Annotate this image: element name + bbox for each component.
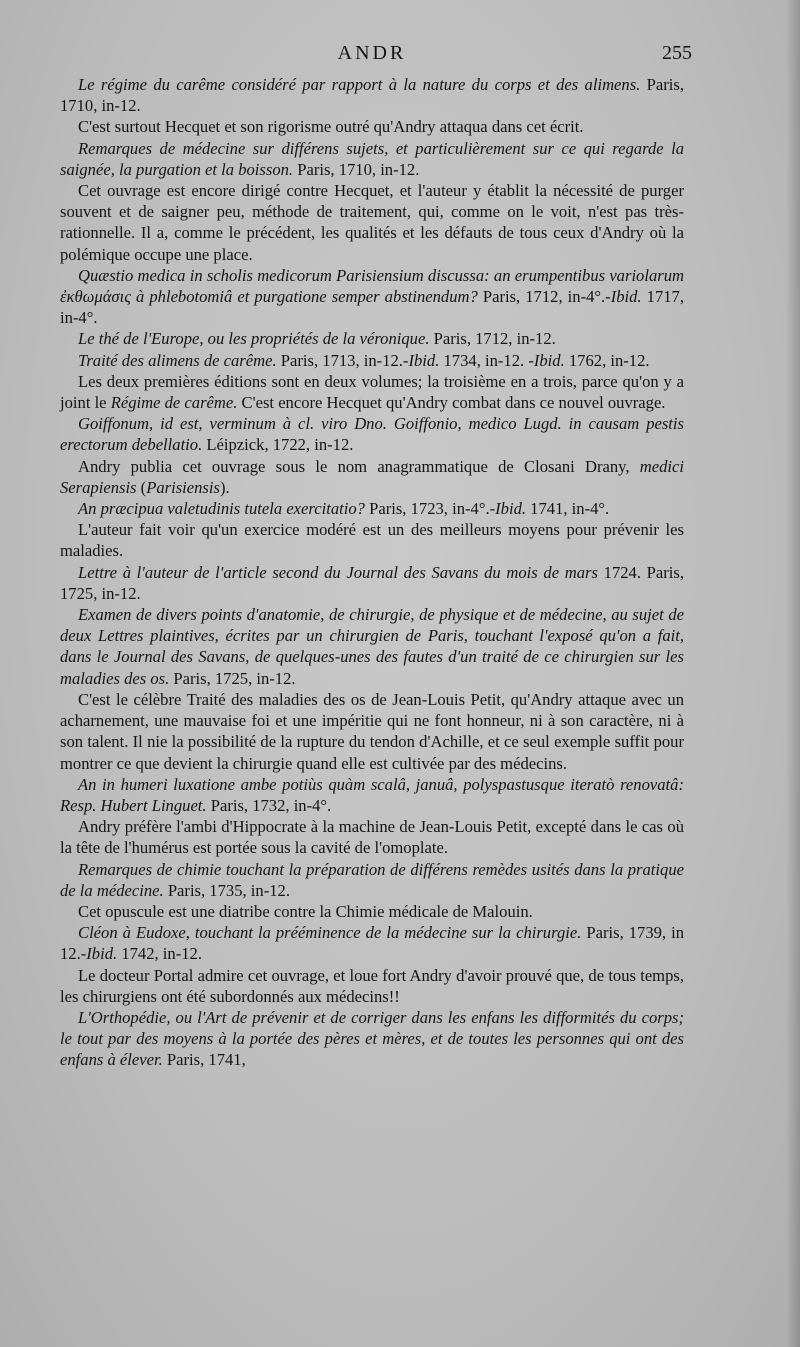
- paragraph: [60, 774, 684, 816]
- roman-text: (: [136, 477, 147, 497]
- italic-text: L'Orthopédie, ou l'Art de prévenir et de corriger dans les enfans les difformités du corps; le tout par des moyens à la portée des pères et mères, et de toutes les personnes qui ont des enfans à élever.: [60, 1007, 684, 1070]
- italic-text: Ibid.: [610, 287, 642, 307]
- roman-text: 1762, in-12.: [564, 350, 650, 370]
- italic-text: Cléon à Eudoxe, touchant la prééminence de la médecine sur la chirurgie.: [78, 923, 582, 943]
- roman-text: Cet opuscule est une diatribe contre la Chimie médicale de Malouin.: [78, 901, 533, 921]
- italic-text: An in humeri luxatione ambe potiùs quàm scalâ, januâ, polyspastusque iteratò renovatâ: Resp. Hubert Linguet.: [60, 774, 684, 815]
- roman-text: C'est le célèbre Traité des maladies des os de Jean-Louis Petit, qu'Andry attaque avec un acharnement, une mauvaise foi et une impéritie qui ne font honneur, ni à son caractère, ni à son talent. Il nie la possibilité de la rupture du tendon d'Achille, et ce seul exemple suffit pour montrer ce que devient la chirurgie quand elle est cultivée par des médecins.: [60, 689, 684, 773]
- roman-text: 1717, in-4°.: [60, 287, 684, 328]
- italic-text: Le régime du carême considéré par rapport à la nature du corps et des alimens.: [78, 75, 641, 94]
- paragraph: [60, 519, 684, 561]
- roman-text: Andry préfère l'ambi d'Hippocrate à la machine de Jean-Louis Petit, excepté dans le cas où la tête de l'humérus est portée sous la cavité de l'omoplate.: [60, 817, 684, 858]
- paragraph: [60, 901, 684, 922]
- paragraph: [60, 180, 684, 265]
- italic-text: Traité des alimens de carême.: [78, 350, 277, 370]
- roman-text: Paris, 1735, in-12.: [163, 880, 290, 900]
- italic-text: Examen de divers points d'anatomie, de chirurgie, de physique et de médecine, au sujet de deux Lettres plaintives, écrites par un chirurgien de Paris, touchant l'exposé qu'on a fait, dans le Journal des Savans, de quelques-unes des fautes d'un traité de ce chirurgien sur les maladies des os.: [60, 605, 684, 688]
- italic-text: Quæstio medica in scholis medicorum Parisiensium discussa: an erumpentibus variolarum ἐκθωμάσις à phlebotomiâ et purgatione semper abstinendum?: [60, 265, 684, 307]
- italic-text: Le thé de l'Europe, ou les propriétés de la véronique.: [78, 329, 430, 349]
- roman-text: Andry publia cet ouvrage sous le nom anagrammatique de Closani Drany,: [78, 456, 640, 476]
- roman-text: Paris, 1710, in-12.: [60, 75, 684, 116]
- italic-text: medici Serapiensis: [60, 456, 684, 497]
- paragraph: [60, 456, 684, 498]
- roman-text: Paris, 1723, in-4°.-: [364, 499, 496, 519]
- paragraph: [60, 604, 684, 689]
- body-text: [60, 74, 684, 1071]
- roman-text: Léipzick, 1722, in-12.: [202, 435, 354, 455]
- paragraph: [60, 74, 684, 116]
- paragraph: [60, 371, 684, 413]
- roman-text: C'est encore Hecquet qu'Andry combat dans ce nouvel ouvrage.: [237, 393, 666, 413]
- roman-text: 1724. Paris, 1725, in-12.: [60, 562, 684, 603]
- paragraph: [60, 859, 684, 901]
- roman-text: Paris, 1725, in-12.: [169, 668, 296, 688]
- paragraph: [60, 498, 684, 519]
- roman-text: Les deux premières éditions sont en deux volumes; la troisième en a trois, parce qu'on y a joint le: [60, 371, 684, 413]
- roman-text: Paris, 1712, in-12.: [429, 329, 556, 349]
- running-title: ANDR: [337, 42, 407, 64]
- page-edge-shadow: [786, 0, 800, 1347]
- paragraph: [60, 413, 684, 455]
- roman-text: Paris, 1732, in-4°.: [206, 795, 332, 815]
- roman-text: Paris, 1710, in-12.: [293, 159, 420, 179]
- roman-text: Le docteur Portal admire cet ouvrage, et loue fort Andry d'avoir prouvé que, de tous temps, les chirurgiens ont été subordonnés aux médecins!!: [60, 965, 684, 1006]
- paragraph: [60, 562, 684, 604]
- roman-text: 1741, in-4°.: [526, 499, 610, 519]
- paragraph: [60, 350, 684, 371]
- paragraph: [60, 1007, 684, 1071]
- roman-text: Paris, 1739, in 12.-: [60, 923, 684, 964]
- roman-text: Paris, 1712, in-4°.-: [477, 287, 611, 307]
- roman-text: ).: [219, 477, 230, 497]
- paragraph: [60, 965, 684, 1007]
- roman-text: 1742, in-12.: [117, 944, 202, 964]
- italic-text: Remarques de médecine sur différens sujets, et particulièrement sur ce qui regarde la saignée, la purgation et la boisson.: [60, 138, 684, 179]
- italic-text: Ibid.: [408, 350, 440, 370]
- paragraph: [60, 689, 684, 774]
- roman-text: L'auteur fait voir qu'un exercice modéré est un des meilleurs moyens pour prévenir les maladies.: [60, 520, 684, 561]
- italic-text: Ibid.: [86, 944, 118, 964]
- paragraph: [60, 116, 684, 137]
- paragraph: [60, 922, 684, 964]
- italic-text: Ibid.: [533, 350, 565, 370]
- italic-text: Parisiensis: [146, 477, 220, 497]
- paragraph: [60, 265, 684, 329]
- roman-text: 1734, in-12. -: [439, 350, 534, 370]
- italic-text: Ibid.: [495, 499, 527, 519]
- roman-text: Paris, 1741,: [162, 1050, 246, 1070]
- paragraph: [60, 816, 684, 858]
- italic-text: Régime de carême.: [110, 393, 238, 413]
- roman-text: C'est surtout Hecquet et son rigorisme outré qu'Andry attaqua dans cet écrit.: [78, 117, 584, 137]
- roman-text: Cet ouvrage est encore dirigé contre Hecquet, et l'auteur y établit la nécessité de purger souvent et de saigner peu, méthode de traitement, qui, comme on le voit, n'est pas très-rationnelle. Il a, comme le précédent, les qualités et les défauts de tous ceux d'Andry où la polémique occupe une place.: [60, 181, 684, 264]
- italic-text: Remarques de chimie touchant la préparation de différens remèdes usités dans la pratique de la médecine.: [60, 859, 684, 900]
- italic-text: Lettre à l'auteur de l'article second du Journal des Savans du mois de mars: [78, 562, 598, 582]
- paragraph: [60, 328, 684, 349]
- italic-text: Goiffonum, id est, verminum à cl. viro Dno. Goiffonio, medico Lugd. in causam pestis erectorum debellatio.: [60, 414, 684, 455]
- page-number: 255: [662, 42, 692, 64]
- roman-text: Paris, 1713, in-12.-: [276, 350, 409, 370]
- running-head: [52, 42, 692, 72]
- italic-text: An præcipua valetudinis tutela exercitatio?: [78, 499, 365, 519]
- paragraph: [60, 138, 684, 180]
